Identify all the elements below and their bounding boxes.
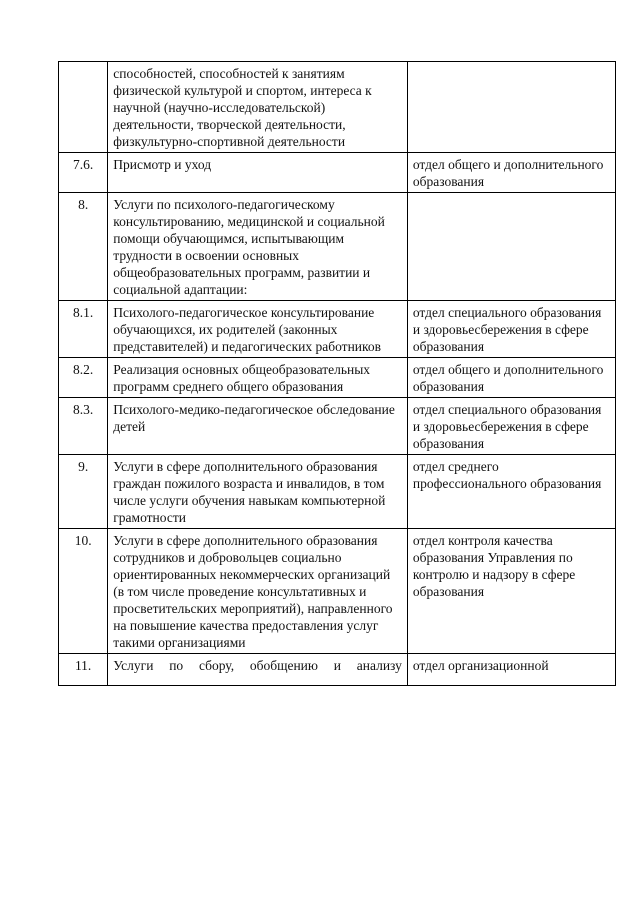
row-number: 8.2.: [59, 358, 108, 398]
row-number: 9.: [59, 455, 108, 529]
department-text: [407, 62, 615, 153]
service-text: Реализация основных общеобразовательных программ среднего общего образования: [108, 358, 408, 398]
department-text: отдел контроля качества образования Управления по контролю и надзору в сфере образования: [407, 529, 615, 654]
table-row: [59, 301, 616, 358]
row-number: 8.1.: [59, 301, 108, 358]
service-text: Услуги в сфере дополнительного образования граждан пожилого возраста и инвалидов, в том числе услуги обучения навыкам компьютерной грамотности: [108, 455, 408, 529]
row-number: 11.: [59, 654, 108, 686]
row-number: 8.3.: [59, 398, 108, 455]
service-text: Психолого-педагогическое консультирование обучающихся, их родителей (законных представителей) и педагогических работников: [108, 301, 408, 358]
service-text: Услуги по психолого-педагогическому консультированию, медицинской и социальной помощи обучающимся, испытывающим трудности в освоении основных общеобразовательных программ, развитии и социальной адаптации:: [108, 193, 408, 301]
service-text: способностей, способностей к занятиям физической культурой и спортом, интереса к научной (научно-исследовательской) деятельности, творческой деятельности, физкультурно-спортивной деятельности: [108, 62, 408, 153]
table-row: [59, 654, 616, 686]
table-row: [59, 62, 616, 153]
department-text: отдел специального образования и здоровьесбережения в сфере образования: [407, 301, 615, 358]
service-text: Присмотр и уход: [108, 153, 408, 193]
department-text: отдел общего и дополнительного образования: [407, 153, 615, 193]
department-text: отдел специального образования и здоровьесбережения в сфере образования: [407, 398, 615, 455]
row-number: 10.: [59, 529, 108, 654]
row-number: 7.6.: [59, 153, 108, 193]
department-text: [407, 193, 615, 301]
row-number: [59, 62, 108, 153]
services-table: [58, 61, 616, 686]
table-row: [59, 358, 616, 398]
table-row: [59, 193, 616, 301]
department-text: отдел среднего профессионального образования: [407, 455, 615, 529]
department-text: отдел общего и дополнительного образования: [407, 358, 615, 398]
table-row: [59, 398, 616, 455]
row-number: 8.: [59, 193, 108, 301]
department-text: отдел организационной: [407, 654, 615, 686]
service-text: Услуги по сбору, обобщению и анализу: [108, 654, 408, 686]
service-text: Психолого-медико-педагогическое обследование детей: [108, 398, 408, 455]
table-row: [59, 153, 616, 193]
table-row: [59, 529, 616, 654]
service-text: Услуги в сфере дополнительного образования сотрудников и добровольцев социально ориентированных некоммерческих организаций (в том числе проведение консультативных и просветительских мероприятий), направленного на повышение качества предоставления услуг такими организациями: [108, 529, 408, 654]
table-row: [59, 455, 616, 529]
